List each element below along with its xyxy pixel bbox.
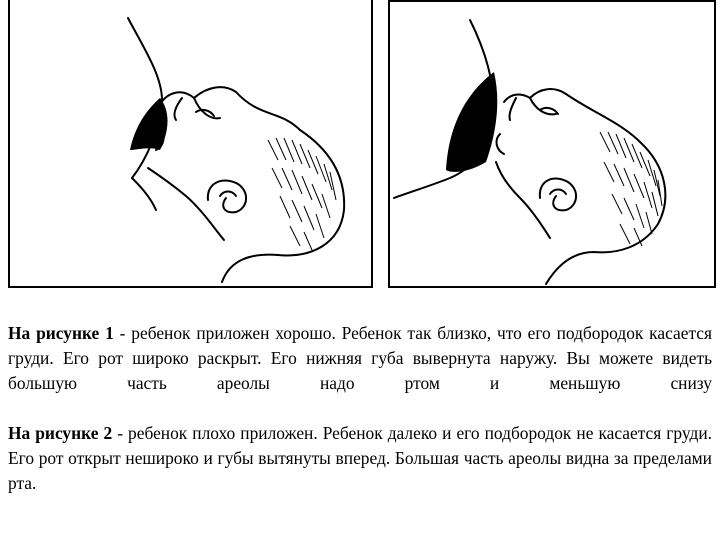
baby-nose [509,98,516,120]
baby-chin [148,168,224,240]
figure-1-good-latch [8,0,373,288]
baby-hair-hatching [268,138,336,250]
figure-2-lead: На рисунке 2 [8,423,113,443]
baby-ear [208,181,246,213]
paragraph-figure-2 [8,421,712,496]
figure-2-poor-latch [388,0,716,288]
baby-nose [174,98,182,120]
baby-head-outline [160,87,344,282]
figure-2-illustration [390,2,716,288]
baby-head-outline [504,89,665,284]
areola-visible [130,98,168,150]
figure-1-text: - ребенок приложен хорошо. Ребенок так близко, что его подбородок касается груди. Его рот широко раскрыт. Его нижняя губа вывернута наружу. Вы можете видеть большую часть ареолы надо ртом и меньшую снизу [8,323,712,393]
baby-forehead [530,98,556,114]
figure-2-text: - ребенок плохо приложен. Ребенок далеко и его подбородок не касается груди. Его рот открыт нешироко и губы вытянуты вперед. Большая часть ареолы видна за пределами рта. [8,423,712,493]
areola-visible [446,72,497,172]
baby-ear [540,179,576,211]
baby-hair-hatching [600,132,662,246]
paragraph-figure-1 [8,321,712,396]
figure-1-lead: На рисунке 1 [8,323,114,343]
figure-1-illustration [10,0,373,288]
baby-mouth [497,134,504,154]
baby-forehead [194,98,220,118]
baby-chin [496,162,550,238]
